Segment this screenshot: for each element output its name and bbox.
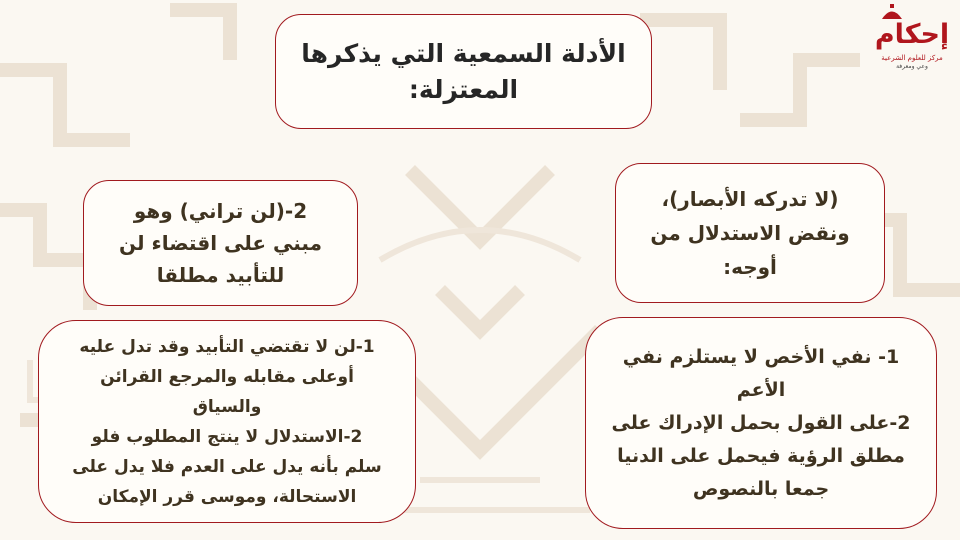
- slide-title: الأدلة السمعية التي يذكرها المعتزلة:: [301, 38, 626, 104]
- rebuttal-right-text: 1- نفي الأخص لا يستلزم نفي الأعم 2-على القول بحمل الإدراك على مطلق الرؤية فيحمل على الدنيا جمعا بالنصوص: [611, 345, 911, 500]
- verse-box-right: [615, 163, 885, 303]
- slide-title-box: [275, 14, 652, 129]
- logo-subtitle: مركز للعلوم الشرعية: [881, 54, 943, 62]
- verse-right-text: (لا تدركه الأبصار)، ونقض الاستدلال من أوجه:: [650, 187, 850, 279]
- logo-tagline: وعي ومعرفة: [896, 63, 928, 70]
- rebuttal-box-right: [585, 317, 937, 529]
- verse-left-text: 2-(لن تراني) وهو مبني على اقتضاء لن للتأبيد مطلقا: [119, 199, 322, 287]
- rebuttal-box-left: [38, 320, 416, 523]
- logo-dome-icon: [880, 4, 904, 20]
- verse-box-left: [83, 180, 358, 306]
- logo-mark: إحكام: [874, 19, 950, 50]
- rebuttal-left-text: 1-لن لا تقتضي التأبيد وقد تدل عليه أوعلى مقابله والمرجع القرائن والسياق 2-الاستدلال لا ينتج المطلوب فلو سلم بأنه يدل على العدم فلا يدل على الاستحالة، وموسى قرر الإمكان: [72, 336, 382, 507]
